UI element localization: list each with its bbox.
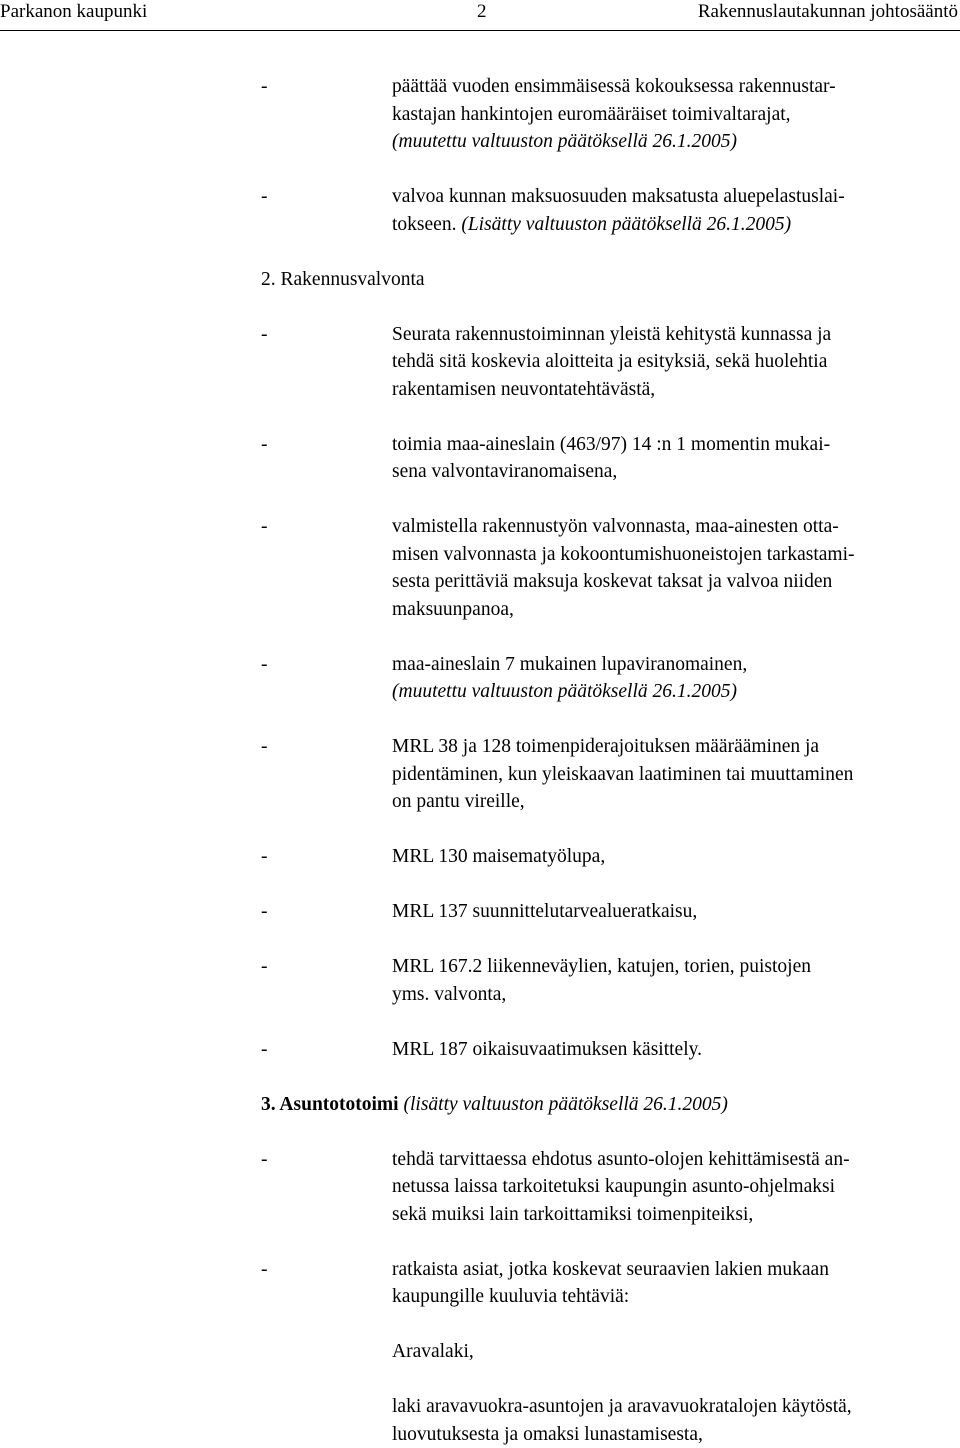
list-item <box>261 431 960 486</box>
text-line: kastajan hankintojen euromääräiset toimivaltarajat, <box>392 101 960 129</box>
text-line: on pantu vireille, <box>392 788 960 816</box>
text-line: pidentäminen, kun yleiskaavan laatiminen tai muuttaminen <box>392 761 960 789</box>
text-line: toimia maa-aineslain (463/97) 14 :n 1 momentin mukai- <box>392 431 960 459</box>
list-dash: - <box>261 733 268 761</box>
text-line: MRL 187 oikaisuvaatimuksen käsittely. <box>392 1036 960 1064</box>
list-dash: - <box>261 73 268 101</box>
list-dash: - <box>261 1256 268 1284</box>
text-line: misen valvonnasta ja kokoontumishuoneistojen tarkastami- <box>392 541 960 569</box>
list-dash: - <box>261 431 268 459</box>
text-line: MRL 38 ja 128 toimenpiderajoituksen määrääminen ja <box>392 733 960 761</box>
text-line: Seurata rakennustoiminnan yleistä kehitystä kunnassa ja <box>392 321 960 349</box>
list-item <box>261 733 960 816</box>
section-heading <box>261 1091 960 1119</box>
document-body <box>261 73 960 1448</box>
text-line: yms. valvonta, <box>392 981 960 1009</box>
text-line: tehdä tarvittaessa ehdotus asunto-olojen kehittämisestä an- <box>392 1146 960 1174</box>
text-line: valvoa kunnan maksuosuuden maksatusta aluepelastuslai- <box>392 183 960 211</box>
text-line: netussa laissa tarkoitetuksi kaupungin asunto-ohjelmaksi <box>392 1173 960 1201</box>
text-line: sena valvontaviranomaisena, <box>392 458 960 486</box>
text-line: Aravalaki, <box>392 1338 960 1366</box>
text-fragment: tokseen. <box>392 214 461 235</box>
document-title: Rakennuslautakunnan johtosääntö <box>698 0 958 24</box>
text-line: maa-aineslain 7 mukainen lupaviranomainen, <box>392 651 960 679</box>
header-organization: Parkanon kaupunki <box>0 0 147 24</box>
list-dash: - <box>261 898 268 926</box>
amendment-note: (muutettu valtuuston päätöksellä 26.1.2005) <box>392 678 960 706</box>
text-line: tehdä sitä koskevia aloitteita ja esityksiä, sekä huolehtia <box>392 348 960 376</box>
list-item <box>261 651 960 706</box>
amendment-note: (lisätty valtuuston päätöksellä 26.1.2005) <box>399 1094 728 1115</box>
text-line: laki aravavuokra-asuntojen ja aravavuokratalojen käytöstä, <box>392 1393 960 1421</box>
section-title: 3. Asuntototoimi <box>261 1094 399 1115</box>
list-item <box>261 513 960 623</box>
list-dash: - <box>261 843 268 871</box>
amendment-note: (Lisätty valtuuston päätöksellä 26.1.2005) <box>461 214 791 235</box>
page-number: 2 <box>477 0 487 24</box>
text-line: MRL 167.2 liikenneväylien, katujen, torien, puistojen <box>392 953 960 981</box>
text-line: sesta perittäviä maksuja koskevat taksat ja valvoa niiden <box>392 568 960 596</box>
sub-paragraph <box>392 1393 960 1448</box>
list-item <box>261 1146 960 1229</box>
text-line <box>392 211 960 239</box>
list-dash: - <box>261 953 268 981</box>
list-item <box>261 321 960 404</box>
text-line: ratkaista asiat, jotka koskevat seuraavien lakien mukaan <box>392 1256 960 1284</box>
list-item <box>261 898 960 926</box>
list-item <box>261 73 960 156</box>
list-item <box>261 183 960 238</box>
list-dash: - <box>261 321 268 349</box>
text-line: valmistella rakennustyön valvonnasta, maa-ainesten otta- <box>392 513 960 541</box>
text-line: rakentamisen neuvontatehtävästä, <box>392 376 960 404</box>
text-line: luovutuksesta ja omaksi lunastamisesta, <box>392 1421 960 1448</box>
text-line: sekä muiksi lain tarkoittamiksi toimenpiteiksi, <box>392 1201 960 1229</box>
list-item <box>261 953 960 1008</box>
list-dash: - <box>261 183 268 211</box>
list-item <box>261 1036 960 1064</box>
list-dash: - <box>261 1146 268 1174</box>
sub-paragraph <box>392 1338 960 1366</box>
list-item <box>261 843 960 871</box>
text-line: MRL 130 maisematyölupa, <box>392 843 960 871</box>
text-line: päättää vuoden ensimmäisessä kokouksessa rakennustar- <box>392 73 960 101</box>
text-line: kaupungille kuuluvia tehtäviä: <box>392 1283 960 1311</box>
text-line: MRL 137 suunnittelutarvealueratkaisu, <box>392 898 960 926</box>
list-dash: - <box>261 1036 268 1064</box>
list-dash: - <box>261 651 268 679</box>
amendment-note: (muutettu valtuuston päätöksellä 26.1.2005) <box>392 128 960 156</box>
section-heading: 2. Rakennusvalvonta <box>261 266 960 294</box>
text-line: maksuunpanoa, <box>392 596 960 624</box>
list-dash: - <box>261 513 268 541</box>
page-header <box>0 0 960 31</box>
list-item <box>261 1256 960 1448</box>
